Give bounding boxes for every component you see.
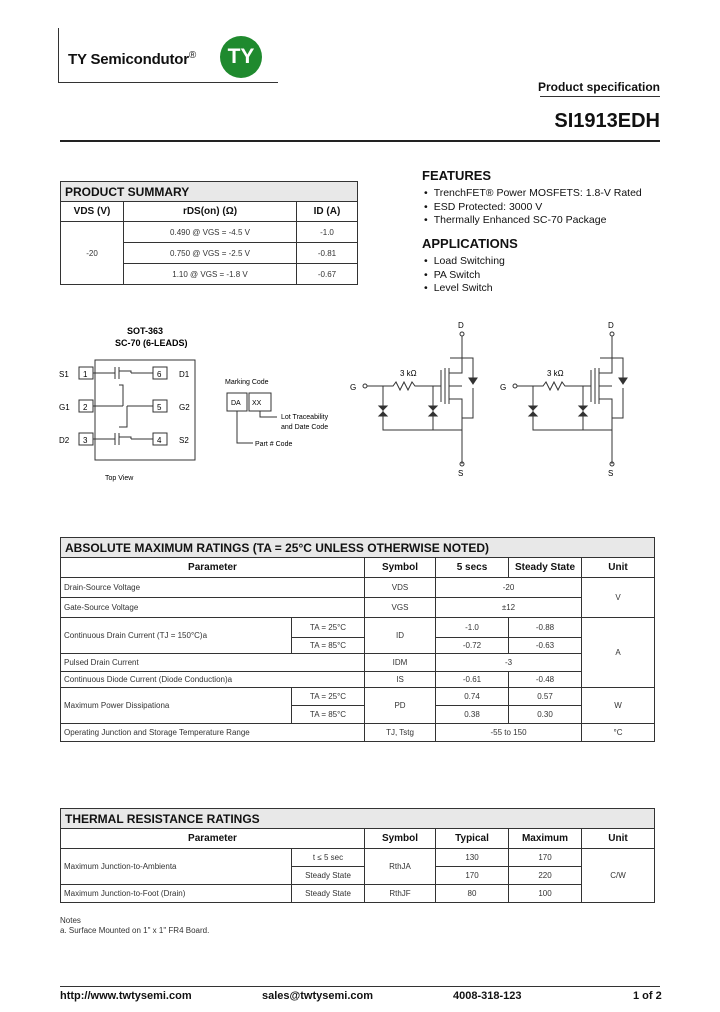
schematic-lines: [363, 332, 477, 466]
schematic-mosfet-1: [345, 318, 495, 478]
notes-label: Notes: [60, 916, 81, 925]
symbol-vgs: VGS: [365, 598, 436, 618]
condition: TA = 25°C: [292, 688, 365, 706]
top-view-label: Top View: [105, 475, 134, 482]
value: -0.72: [436, 638, 509, 654]
application-item: • PA Switch: [424, 269, 505, 283]
id-value: -0.81: [297, 243, 358, 264]
pin-number: 1: [83, 370, 88, 379]
marking-code-title: Marking Code: [225, 379, 269, 386]
pin-number: 5: [157, 403, 162, 412]
condition: TA = 25°C: [292, 618, 365, 638]
value: -0.88: [509, 618, 582, 638]
rds-value: 0.490 @ VGS = -4.5 V: [124, 222, 297, 243]
param-drain-source-voltage: Drain-Source Voltage: [61, 578, 365, 598]
value: -3: [436, 654, 582, 672]
schematic-mosfet-2: [495, 318, 645, 478]
lot-traceability-label-2: and Date Code: [281, 424, 329, 431]
col-symbol: Symbol: [365, 558, 436, 578]
marking-code-da: DA: [231, 400, 241, 407]
param-continuous-diode-current: Continuous Diode Current (Diode Conduction)a: [61, 672, 365, 688]
col-5secs: 5 secs: [436, 558, 509, 578]
package-name-2: SC-70 (6-LEADS): [115, 338, 188, 348]
pin-label: D2: [59, 436, 70, 445]
unit-w: W: [582, 688, 655, 724]
symbol-rthjf: RthJF: [365, 885, 436, 903]
drain-label: D: [608, 321, 614, 330]
col-parameter: Parameter: [61, 829, 365, 849]
applications-list: [424, 255, 505, 296]
param-junction-to-ambient: Maximum Junction-to-Ambienta: [61, 849, 292, 885]
col-unit: Unit: [582, 558, 655, 578]
condition: t ≤ 5 sec: [292, 849, 365, 867]
source-label: S: [608, 469, 614, 478]
package-diagram: [55, 325, 345, 485]
value: 130: [436, 849, 509, 867]
col-typical: Typical: [436, 829, 509, 849]
pin-number: 4: [157, 436, 162, 445]
vds-value: -20: [61, 222, 124, 285]
package-name: SOT-363: [127, 326, 164, 336]
note-a: a. Surface Mounted on 1" x 1" FR4 Board.: [60, 926, 210, 935]
applications-heading: APPLICATIONS: [422, 236, 518, 251]
value: -55 to 150: [436, 724, 582, 742]
pin-label: S1: [59, 370, 69, 379]
unit-v: V: [582, 578, 655, 618]
footer-phone: 4008-318-123: [453, 990, 522, 1002]
param-pulsed-drain-current: Pulsed Drain Current: [61, 654, 365, 672]
value: 170: [436, 867, 509, 885]
value: -1.0: [436, 618, 509, 638]
value: -20: [436, 578, 582, 598]
company-logo: TY: [220, 36, 262, 78]
param-gate-source-voltage: Gate-Source Voltage: [61, 598, 365, 618]
condition: TA = 85°C: [292, 638, 365, 654]
lot-traceability-label: Lot Traceability: [281, 414, 329, 421]
notes: [60, 916, 209, 936]
abs-max-title: ABSOLUTE MAXIMUM RATINGS (TA = 25°C UNLESS OTHERWISE NOTED): [61, 538, 655, 558]
gate-label: G: [500, 383, 507, 392]
marking-leader-lines: [237, 411, 277, 443]
features-heading: FEATURES: [422, 168, 492, 183]
drain-label: D: [458, 321, 464, 330]
param-max-power-dissipation: Maximum Power Dissipationa: [61, 688, 292, 724]
unit-celsius: °C: [582, 724, 655, 742]
header-divider-right: [540, 96, 660, 97]
col-parameter: Parameter: [61, 558, 365, 578]
condition: TA = 85°C: [292, 706, 365, 724]
feature-item: • TrenchFET® Power MOSFETS: 1.8-V Rated: [424, 187, 642, 201]
id-value: -1.0: [297, 222, 358, 243]
application-item: • Level Switch: [424, 282, 505, 296]
param-continuous-drain-current: Continuous Drain Current (TJ = 150°C)a: [61, 618, 292, 654]
header-rule: [60, 140, 660, 142]
param-junction-to-foot: Maximum Junction-to-Foot (Drain): [61, 885, 292, 903]
value: -0.48: [509, 672, 582, 688]
internal-mosfet-icon: [93, 367, 153, 445]
header-divider-vertical: [58, 28, 59, 82]
col-vds: VDS (V): [61, 202, 124, 222]
resistor-label: 3 kΩ: [400, 369, 417, 378]
condition: Steady State: [292, 885, 365, 903]
symbol-idm: IDM: [365, 654, 436, 672]
header-divider-short: [58, 82, 278, 83]
brand-name: TY Semicondutor®: [68, 50, 197, 68]
value: 220: [509, 867, 582, 885]
id-value: -0.67: [297, 264, 358, 285]
value: 0.74: [436, 688, 509, 706]
pin-label: G2: [179, 403, 190, 412]
gate-label: G: [350, 383, 357, 392]
pin-label: G1: [59, 403, 70, 412]
value: -0.63: [509, 638, 582, 654]
symbol-vds: VDS: [365, 578, 436, 598]
rds-value: 0.750 @ VGS = -2.5 V: [124, 243, 297, 264]
thermal-title: THERMAL RESISTANCE RATINGS: [61, 809, 655, 829]
pin-label: D1: [179, 370, 190, 379]
feature-item: • Thermally Enhanced SC-70 Package: [424, 214, 642, 228]
col-maximum: Maximum: [509, 829, 582, 849]
value: 0.57: [509, 688, 582, 706]
value: 0.38: [436, 706, 509, 724]
col-steady-state: Steady State: [509, 558, 582, 578]
footer-email-link[interactable]: sales@twtysemi.com: [262, 990, 373, 1002]
pin-number: 6: [157, 370, 162, 379]
unit-cw: C/W: [582, 849, 655, 903]
schematic-lines: [513, 332, 627, 466]
rds-value: 1.10 @ VGS = -1.8 V: [124, 264, 297, 285]
value: -0.61: [436, 672, 509, 688]
marking-code-xx: XX: [252, 400, 262, 407]
footer-rule: [60, 986, 660, 987]
col-rds: rDS(on) (Ω): [124, 202, 297, 222]
value: 0.30: [509, 706, 582, 724]
part-code-label: Part # Code: [255, 441, 293, 448]
page-number: 1 of 2: [633, 990, 662, 1002]
symbol-pd: PD: [365, 688, 436, 724]
pin-number: 2: [83, 403, 88, 412]
col-unit: Unit: [582, 829, 655, 849]
value: ±12: [436, 598, 582, 618]
unit-a: A: [582, 618, 655, 688]
feature-item: • ESD Protected: 3000 V: [424, 201, 642, 215]
source-label: S: [458, 469, 464, 478]
param-operating-temperature: Operating Junction and Storage Temperature Range: [61, 724, 365, 742]
absolute-maximum-ratings-table: [60, 537, 655, 742]
pin-number: 3: [83, 436, 88, 445]
product-summary-title: PRODUCT SUMMARY: [61, 182, 358, 202]
thermal-resistance-table: [60, 808, 655, 903]
symbol-rthja: RthJA: [365, 849, 436, 885]
product-summary-table: [60, 181, 358, 285]
col-symbol: Symbol: [365, 829, 436, 849]
pin-label: S2: [179, 436, 189, 445]
resistor-label: 3 kΩ: [547, 369, 564, 378]
application-item: • Load Switching: [424, 255, 505, 269]
part-number: SI1913EDH: [554, 110, 660, 132]
features-list: [424, 187, 642, 228]
symbol-tj-tstg: TJ, Tstg: [365, 724, 436, 742]
symbol-id: ID: [365, 618, 436, 654]
condition: Steady State: [292, 867, 365, 885]
col-id: ID (A): [297, 202, 358, 222]
product-specification-label: Product specification: [537, 80, 660, 94]
value: 80: [436, 885, 509, 903]
footer-url-link[interactable]: http://www.twtysemi.com: [60, 990, 192, 1002]
value: 170: [509, 849, 582, 867]
value: 100: [509, 885, 582, 903]
symbol-is: IS: [365, 672, 436, 688]
